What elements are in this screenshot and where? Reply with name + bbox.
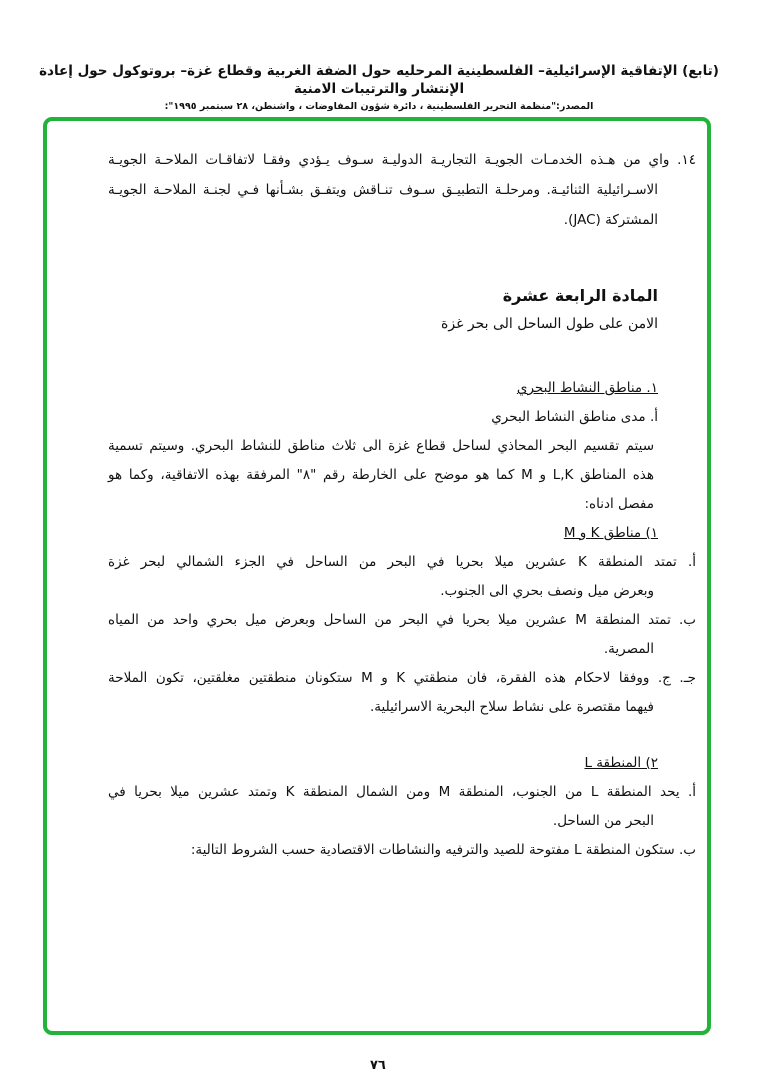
article-title: المادة الرابعة عشرة xyxy=(502,286,658,305)
zones-km-heading xyxy=(108,519,696,548)
item14-line3: المشتركة (JAC). xyxy=(563,212,658,228)
zone-k-line1: أ. تمتد المنطقة K عشرين ميلا بحريا في البحر من الساحل في الجزء الشمالي لبحر غزة xyxy=(108,554,696,570)
zone-l-b-line: ب. ستكون المنطقة L مفتوحة للصيد والترفيه والنشاطات الاقتصادية حسب الشروط التالية: xyxy=(190,842,696,858)
document-header xyxy=(20,62,738,116)
zones-km-heading-text: ١) مناطق K و M xyxy=(563,525,658,541)
zones-closed-line1: جـ. ج. ووفقا لاحكام هذه الفقرة، فان منطقتي K و M ستكونان منطقتين مغلقتين، تكون الملاحة xyxy=(108,670,696,686)
zone-l-heading xyxy=(108,749,696,778)
zone-l-a-line2: البحر من الساحل. xyxy=(552,813,654,829)
paragraph-line: سيتم تقسيم البحر المحاذي لساحل قطاع غزة الى ثلاث مناطق للنشاط البحري. وسيتم تسمية xyxy=(108,438,654,454)
document-title: (تابع) الإتفاقية الإسرائيلية– الفلسطينية المرحليه حول الضفة الغربية وقطاع غزة– بروتوكول حول إعادة الإنتشار والترتيبات الامنية xyxy=(39,63,719,97)
item14-line1: ١٤. واي من هـذه الخدمـات الجويـة التجاريـة الدوليـة سـوف يـؤدي وفقـا لاتفاقـات الملاحـة الجويـة xyxy=(108,152,696,168)
zone-m-line2: المصرية. xyxy=(603,641,654,657)
document-source: المصدر:"منظمة التحرير الفلسطينية ، دائرة شؤون المفاوضات ، واشنطن، ٢٨ سبتمبر ١٩٩٥": xyxy=(164,101,594,112)
section-heading-marine-zones xyxy=(108,374,696,403)
item14-line2: الاسـرائيلية الثنائيـة. ومرحلـة التطبيـق سـوف تنـاقش ويتفـق بشـأنها فـي لجنـة الملاحـة الجويـة xyxy=(108,182,658,198)
paragraph-line: مفصل ادناه: xyxy=(584,496,654,512)
section-heading-text: ١. مناطق النشاط البحري xyxy=(516,380,658,396)
subsection-a-heading: أ. مدى مناطق النشاط البحري xyxy=(491,409,658,425)
paragraph-line: هذه المناطق L,K و M كما هو موضح على الخارطة رقم "٨" المرفقة بهذه الاتفاقية، وكما هو xyxy=(108,467,654,483)
zone-m-line1: ب. تمتد المنطقة M عشرين ميلا بحريا في البحر من الساحل وبعرض ميل بحري واحد من المياه xyxy=(108,612,697,628)
zone-k-line2: وبعرض ميل ونصف بحري الى الجنوب. xyxy=(440,583,654,599)
zones-closed-line2: فيهما مقتصرة على نشاط سلاح البحرية الاسرائيلية. xyxy=(370,699,654,715)
article-subtitle: الامن على طول الساحل الى بحر غزة xyxy=(441,316,658,332)
document-body xyxy=(108,145,696,865)
zone-l-a-line1: أ. يحد المنطقة L من الجنوب، المنطقة M ومن الشمال المنطقة K وتمتد عشرين ميلا بحريا في xyxy=(108,784,697,800)
page-number: ٧٦ xyxy=(370,1058,386,1073)
zone-l-heading-text: ٢) المنطقة L xyxy=(584,755,658,771)
